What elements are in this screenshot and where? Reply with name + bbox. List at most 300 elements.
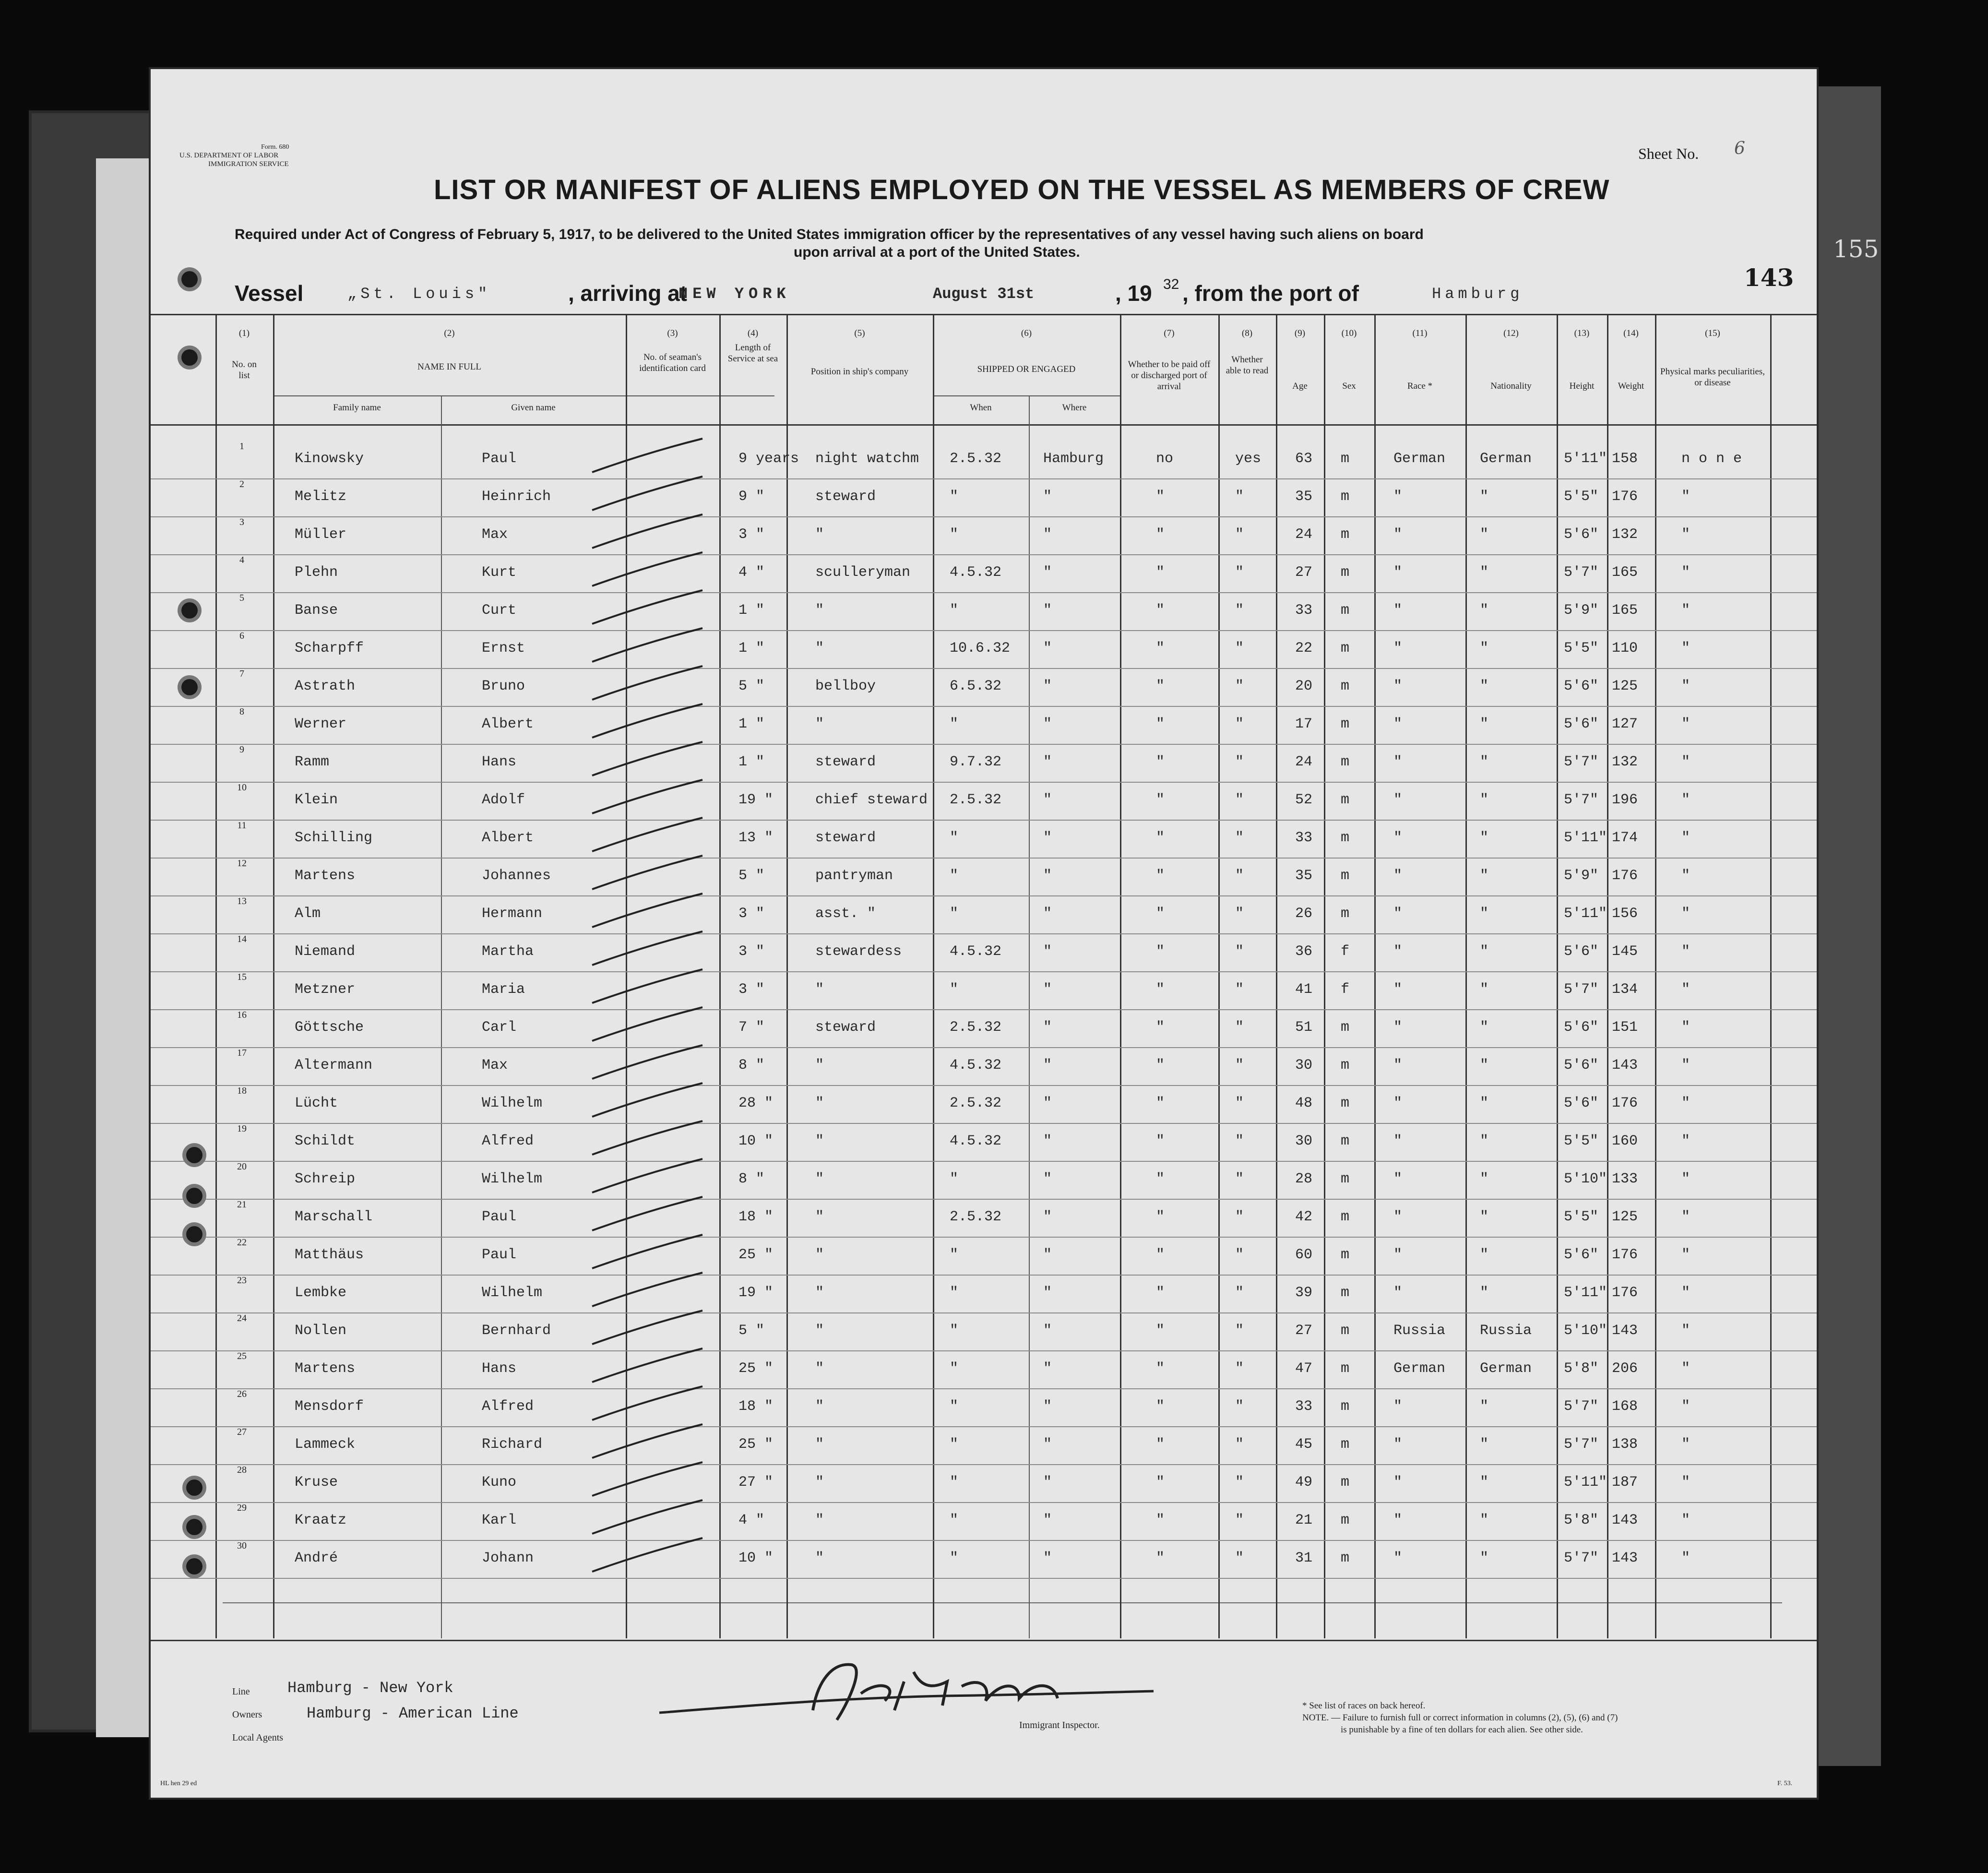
able-to-read-cell: ": [1235, 602, 1244, 619]
nationality-cell: ": [1480, 1171, 1489, 1187]
shipped-where-cell: ": [1043, 1133, 1052, 1149]
margin-stamp: 155: [1833, 235, 1879, 263]
paid-off-cell: ": [1156, 1095, 1165, 1111]
able-to-read-cell: ": [1235, 1209, 1244, 1225]
family-name-cell: Klein: [295, 792, 338, 808]
position-cell: ": [815, 1057, 824, 1074]
physical-marks-cell: n o n e: [1681, 451, 1742, 467]
binder-hole: [186, 1558, 202, 1575]
check-mark-icon: [583, 1157, 707, 1200]
shipped-when-cell: 10.6.32: [950, 640, 1011, 656]
arriving-label: , arriving at: [568, 281, 687, 306]
paid-off-cell: ": [1156, 792, 1165, 808]
sheet-number-label: Sheet No.: [1638, 145, 1699, 162]
weight-cell: 127: [1612, 716, 1638, 732]
row-number: 9: [239, 744, 244, 755]
physical-marks-cell: ": [1681, 602, 1690, 619]
physical-marks-cell: ": [1681, 906, 1690, 922]
service-cell: 10 ": [738, 1550, 774, 1566]
col-rule: [215, 314, 217, 1638]
paid-off-cell: ": [1156, 1247, 1165, 1263]
check-mark-icon: [583, 1232, 707, 1276]
height-cell: 5'6": [1564, 1019, 1599, 1036]
paid-off-cell: ": [1156, 1323, 1165, 1339]
physical-marks-cell: ": [1681, 1247, 1690, 1263]
row-number: 17: [237, 1048, 247, 1058]
age-cell: 35: [1295, 868, 1313, 884]
shipped-where-cell: ": [1043, 489, 1052, 505]
sex-cell: m: [1341, 451, 1350, 467]
shipped-where-cell: ": [1043, 1512, 1052, 1528]
service-cell: 7 ": [738, 1019, 765, 1036]
shipped-where-cell: ": [1043, 602, 1052, 619]
physical-marks-cell: ": [1681, 1323, 1690, 1339]
age-cell: 33: [1295, 1398, 1313, 1415]
row-rule: [151, 1540, 1817, 1541]
position-cell: night watchm: [815, 451, 919, 467]
port-label: , from the port of: [1182, 281, 1359, 306]
page-title: LIST OR MANIFEST OF ALIENS EMPLOYED ON THE VESSEL AS MEMBERS OF CREW: [434, 174, 1610, 205]
shipped-where-cell: ": [1043, 526, 1052, 543]
family-name-cell: Marschall: [295, 1209, 373, 1225]
shipped-when-cell: 2.5.32: [950, 1019, 1002, 1036]
row-rule: [151, 1161, 1817, 1162]
family-name-cell: Müller: [295, 526, 347, 543]
row-number: 13: [237, 896, 247, 907]
line-value: Hamburg - New York: [287, 1679, 453, 1697]
race-cell: German: [1393, 451, 1446, 467]
shipped-when-cell: 4.5.32: [950, 1057, 1002, 1074]
paid-off-cell: ": [1156, 564, 1165, 581]
form-department: U.S. DEPARTMENT OF LABOR: [179, 152, 279, 159]
nationality-cell: ": [1480, 1550, 1489, 1566]
row-rule: [151, 1009, 1817, 1010]
service-cell: 4 ": [738, 1512, 765, 1528]
given-name-cell: Wilhelm: [482, 1171, 543, 1187]
binder-hole: [181, 349, 198, 366]
service-cell: 1 ": [738, 640, 765, 656]
races-note: * See list of races on back hereof.: [1302, 1701, 1426, 1711]
paid-off-cell: ": [1156, 1133, 1165, 1149]
position-cell: ": [815, 1474, 824, 1491]
service-cell: 19 ": [738, 1285, 774, 1301]
position-cell: stewardess: [815, 943, 902, 960]
col2-header: NAME IN FULL: [417, 362, 481, 372]
shipped-when-cell: ": [950, 1436, 959, 1453]
family-name-cell: Banse: [295, 602, 338, 619]
year-prefix: , 19: [1115, 281, 1152, 306]
sex-cell: m: [1341, 640, 1350, 656]
physical-marks-cell: ": [1681, 1474, 1690, 1491]
row-rule: [151, 1199, 1817, 1200]
nationality-cell: ": [1480, 1095, 1489, 1111]
height-cell: 5'11": [1564, 830, 1607, 846]
paid-off-cell: ": [1156, 640, 1165, 656]
row-number: 8: [239, 706, 244, 717]
sex-cell: m: [1341, 1512, 1350, 1528]
service-cell: 4 ": [738, 564, 765, 581]
race-cell: ": [1393, 602, 1403, 619]
col10-header: Sex: [1342, 381, 1356, 391]
race-cell: ": [1393, 868, 1403, 884]
physical-marks-cell: ": [1681, 1171, 1690, 1187]
col-rule: [1557, 314, 1558, 1638]
row-rule: [151, 782, 1817, 783]
family-name-cell: Mensdorf: [295, 1398, 364, 1415]
age-cell: 24: [1295, 526, 1313, 543]
sex-cell: m: [1341, 792, 1350, 808]
physical-marks-cell: ": [1681, 792, 1690, 808]
check-mark-icon: [583, 702, 707, 745]
shipped-where-cell: ": [1043, 1095, 1052, 1111]
shipped-where-cell: ": [1043, 564, 1052, 581]
race-cell: ": [1393, 1474, 1403, 1491]
arrival-date: August 31st: [933, 285, 1035, 303]
check-mark-icon: [583, 740, 707, 783]
able-to-read-cell: ": [1235, 1019, 1244, 1036]
sex-cell: m: [1341, 1360, 1350, 1377]
given-name-cell: Johann: [482, 1550, 534, 1566]
row-number: 18: [237, 1086, 247, 1096]
row-number: 29: [237, 1503, 247, 1513]
able-to-read-cell: ": [1235, 716, 1244, 732]
able-to-read-cell: ": [1235, 868, 1244, 884]
position-cell: ": [815, 640, 824, 656]
able-to-read-cell: ": [1235, 678, 1244, 694]
able-to-read-cell: ": [1235, 1323, 1244, 1339]
given-name-cell: Adolf: [482, 792, 525, 808]
line-label: Line: [232, 1686, 250, 1697]
able-to-read-cell: ": [1235, 1247, 1244, 1263]
sex-cell: m: [1341, 678, 1350, 694]
height-cell: 5'9": [1564, 868, 1599, 884]
shipped-when-cell: ": [950, 526, 959, 543]
age-cell: 52: [1295, 792, 1313, 808]
height-cell: 5'8": [1564, 1360, 1599, 1377]
row-number: 10: [237, 782, 247, 793]
col2-given-header: Given name: [511, 403, 556, 413]
sex-cell: m: [1341, 754, 1350, 770]
family-name-cell: Metzner: [295, 981, 356, 998]
able-to-read-cell: ": [1235, 1512, 1244, 1528]
sex-cell: m: [1341, 564, 1350, 581]
weight-cell: 187: [1612, 1474, 1638, 1491]
service-cell: 1 ": [738, 754, 765, 770]
paid-off-cell: ": [1156, 1285, 1165, 1301]
row-rule: [151, 554, 1817, 555]
col-rule: [1770, 314, 1772, 1638]
check-mark-icon: [583, 1194, 707, 1238]
height-cell: 5'9": [1564, 602, 1599, 619]
row-rule: [151, 706, 1817, 707]
position-cell: ": [815, 1247, 824, 1263]
row-rule: [151, 1578, 1817, 1579]
height-cell: 5'5": [1564, 1209, 1599, 1225]
given-name-cell: Johannes: [482, 868, 551, 884]
shipped-when-cell: 4.5.32: [950, 1133, 1002, 1149]
age-cell: 33: [1295, 830, 1313, 846]
race-cell: ": [1393, 640, 1403, 656]
family-name-cell: Göttsche: [295, 1019, 364, 1036]
row-number: 16: [237, 1010, 247, 1020]
physical-marks-cell: ": [1681, 1095, 1690, 1111]
binder-hole: [186, 1479, 202, 1496]
vessel-label: Vessel: [235, 281, 304, 306]
physical-marks-cell: ": [1681, 564, 1690, 581]
check-mark-icon: [583, 815, 707, 859]
position-cell: steward: [815, 754, 876, 770]
shipped-when-cell: ": [950, 1512, 959, 1528]
family-name-cell: Schilling: [295, 830, 373, 846]
service-cell: 25 ": [738, 1247, 774, 1263]
col11-number: (11): [1412, 328, 1428, 338]
col1-header: No. on list: [232, 359, 257, 381]
service-cell: 18 ": [738, 1398, 774, 1415]
shipped-when-cell: ": [950, 868, 959, 884]
paid-off-cell: ": [1156, 602, 1165, 619]
position-cell: steward: [815, 830, 876, 846]
given-name-cell: Wilhelm: [482, 1285, 543, 1301]
family-name-cell: Altermann: [295, 1057, 373, 1074]
paid-off-cell: ": [1156, 1171, 1165, 1187]
given-name-cell: Karl: [482, 1512, 517, 1528]
shipped-when-cell: 2.5.32: [950, 1209, 1002, 1225]
form-service: IMMIGRATION SERVICE: [208, 160, 289, 168]
row-rule: [151, 1275, 1817, 1276]
physical-marks-cell: ": [1681, 640, 1690, 656]
weight-cell: 176: [1612, 1247, 1638, 1263]
shipped-where-cell: ": [1043, 678, 1052, 694]
row-number: 24: [237, 1313, 247, 1324]
shipped-when-cell: ": [950, 1398, 959, 1415]
age-cell: 51: [1295, 1019, 1313, 1036]
given-name-cell: Max: [482, 1057, 508, 1074]
age-cell: 45: [1295, 1436, 1313, 1453]
able-to-read-cell: ": [1235, 526, 1244, 543]
col-rule: [719, 314, 721, 1638]
family-name-cell: Lammeck: [295, 1436, 356, 1453]
weight-cell: 176: [1612, 1285, 1638, 1301]
given-name-cell: Heinrich: [482, 489, 551, 505]
paid-off-cell: ": [1156, 1550, 1165, 1566]
col4-number: (4): [747, 328, 759, 338]
sex-cell: m: [1341, 830, 1350, 846]
able-to-read-cell: ": [1235, 640, 1244, 656]
service-cell: 1 ": [738, 602, 765, 619]
able-to-read-cell: ": [1235, 1474, 1244, 1491]
able-to-read-cell: ": [1235, 754, 1244, 770]
physical-marks-cell: ": [1681, 830, 1690, 846]
given-name-cell: Paul: [482, 1209, 517, 1225]
able-to-read-cell: ": [1235, 1171, 1244, 1187]
col8-number: (8): [1241, 328, 1253, 338]
row-rule: [151, 858, 1817, 859]
service-cell: 3 ": [738, 943, 765, 960]
check-mark-icon: [583, 1005, 707, 1048]
row-number: 27: [237, 1427, 247, 1437]
service-cell: 13 ": [738, 830, 774, 846]
position-cell: ": [815, 716, 824, 732]
shipped-where-cell: ": [1043, 1057, 1052, 1074]
age-cell: 39: [1295, 1285, 1313, 1301]
service-cell: 3 ": [738, 526, 765, 543]
age-cell: 42: [1295, 1209, 1313, 1225]
sex-cell: m: [1341, 1133, 1350, 1149]
check-mark-icon: [583, 1119, 707, 1162]
given-name-cell: Martha: [482, 943, 534, 960]
age-cell: 47: [1295, 1360, 1313, 1377]
sheet-number-value: 6: [1734, 139, 1745, 158]
paid-off-cell: ": [1156, 1436, 1165, 1453]
paid-off-cell: ": [1156, 1474, 1165, 1491]
position-cell: ": [815, 1550, 824, 1566]
nationality-cell: ": [1480, 716, 1489, 732]
page-subtitle-2: upon arrival at a port of the United States.: [794, 244, 1080, 260]
sex-cell: m: [1341, 716, 1350, 732]
family-name-cell: Lembke: [295, 1285, 347, 1301]
col-rule: [1029, 395, 1030, 1638]
year-suffix: 32: [1163, 276, 1179, 292]
check-mark-icon: [583, 1498, 707, 1541]
nationality-cell: ": [1480, 1474, 1489, 1491]
inspector-signature: [655, 1653, 1182, 1739]
race-cell: ": [1393, 1133, 1403, 1149]
paid-off-cell: ": [1156, 526, 1165, 543]
check-mark-icon: [583, 777, 707, 821]
age-cell: 31: [1295, 1550, 1313, 1566]
given-name-cell: Richard: [482, 1436, 543, 1453]
position-cell: steward: [815, 489, 876, 505]
col-rule: [441, 395, 442, 1638]
nationality-cell: ": [1480, 1019, 1489, 1036]
height-cell: 5'6": [1564, 943, 1599, 960]
sex-cell: f: [1341, 981, 1350, 998]
page-subtitle-1: Required under Act of Congress of February 5, 1917, to be delivered to the United States immigration officer by the representatives of any vessel having such aliens on board: [235, 227, 1424, 242]
inspector-label: Immigrant Inspector.: [1019, 1720, 1100, 1730]
height-cell: 5'7": [1564, 1550, 1599, 1566]
row-rule: [151, 820, 1817, 821]
height-cell: 5'7": [1564, 1436, 1599, 1453]
age-cell: 24: [1295, 754, 1313, 770]
age-cell: 30: [1295, 1133, 1313, 1149]
given-name-cell: Albert: [482, 716, 534, 732]
physical-marks-cell: ": [1681, 678, 1690, 694]
age-cell: 28: [1295, 1171, 1313, 1187]
given-name-cell: Bernhard: [482, 1323, 551, 1339]
row-rule: [151, 744, 1817, 745]
check-mark-icon: [583, 436, 707, 479]
col-rule: [933, 314, 934, 1638]
family-name-cell: Alm: [295, 906, 321, 922]
able-to-read-cell: ": [1235, 981, 1244, 998]
owners-value: Hamburg - American Line: [307, 1705, 519, 1722]
weight-cell: 125: [1612, 1209, 1638, 1225]
service-cell: 5 ": [738, 678, 765, 694]
col-rule: [786, 314, 788, 1638]
height-cell: 5'5": [1564, 1133, 1599, 1149]
weight-cell: 165: [1612, 602, 1638, 619]
row-number: 7: [239, 668, 244, 679]
row-rule: [151, 630, 1817, 631]
sex-cell: m: [1341, 526, 1350, 543]
weight-cell: 125: [1612, 678, 1638, 694]
given-name-cell: Maria: [482, 981, 525, 998]
col12-header: Nationality: [1490, 381, 1532, 391]
able-to-read-cell: ": [1235, 1285, 1244, 1301]
paid-off-cell: ": [1156, 489, 1165, 505]
col6-number: (6): [1021, 328, 1032, 338]
shipped-when-cell: ": [950, 906, 959, 922]
col3-header: No. of seaman's identification card: [639, 352, 706, 373]
age-cell: 21: [1295, 1512, 1313, 1528]
col6-where-header: Where: [1062, 403, 1087, 413]
form-number: Form. 680: [261, 143, 289, 151]
given-name-cell: Carl: [482, 1019, 517, 1036]
service-cell: 25 ": [738, 1360, 774, 1377]
col5-header: Position in ship's company: [810, 367, 909, 377]
weight-cell: 133: [1612, 1171, 1638, 1187]
shipped-when-cell: ": [950, 1474, 959, 1491]
position-cell: ": [815, 981, 824, 998]
port-value: Hamburg: [1432, 285, 1524, 303]
shipped-when-cell: 9.7.32: [950, 754, 1002, 770]
manifest-sheet: [149, 67, 1819, 1800]
family-name-cell: Scharpff: [295, 640, 364, 656]
service-cell: 10 ": [738, 1133, 774, 1149]
able-to-read-cell: ": [1235, 792, 1244, 808]
col-rule: [1120, 314, 1121, 1638]
race-cell: ": [1393, 1057, 1403, 1074]
nationality-cell: ": [1480, 526, 1489, 543]
row-rule: [151, 1502, 1817, 1503]
height-cell: 5'5": [1564, 489, 1599, 505]
row-number: 11: [237, 820, 247, 831]
col11-header: Race *: [1407, 381, 1433, 391]
sex-cell: m: [1341, 1019, 1350, 1036]
shipped-when-cell: ": [950, 1550, 959, 1566]
nationality-cell: ": [1480, 830, 1489, 846]
given-name-cell: Max: [482, 526, 508, 543]
shipped-subheader-rule: [933, 395, 1120, 396]
age-cell: 27: [1295, 1323, 1313, 1339]
shipped-when-cell: ": [950, 1360, 959, 1377]
col12-number: (12): [1503, 328, 1519, 338]
age-cell: 60: [1295, 1247, 1313, 1263]
position-cell: asst. ": [815, 906, 876, 922]
height-cell: 5'7": [1564, 564, 1599, 581]
physical-marks-cell: ": [1681, 1398, 1690, 1415]
nationality-cell: German: [1480, 451, 1532, 467]
nationality-cell: ": [1480, 1247, 1489, 1263]
service-cell: 1 ": [738, 716, 765, 732]
race-cell: German: [1393, 1360, 1446, 1377]
row-number: 23: [237, 1275, 247, 1286]
row-number: 28: [237, 1465, 247, 1475]
name-subheader-rule: [273, 395, 774, 396]
weight-cell: 176: [1612, 489, 1638, 505]
col-rule: [1655, 314, 1656, 1638]
paid-off-cell: ": [1156, 1057, 1165, 1074]
check-mark-icon: [583, 1043, 707, 1086]
physical-marks-cell: ": [1681, 1133, 1690, 1149]
col5-number: (5): [854, 328, 865, 338]
shipped-where-cell: ": [1043, 754, 1052, 770]
physical-marks-cell: ": [1681, 1285, 1690, 1301]
col3-number: (3): [667, 328, 678, 338]
nationality-cell: ": [1480, 678, 1489, 694]
race-cell: ": [1393, 981, 1403, 998]
paid-off-cell: ": [1156, 678, 1165, 694]
